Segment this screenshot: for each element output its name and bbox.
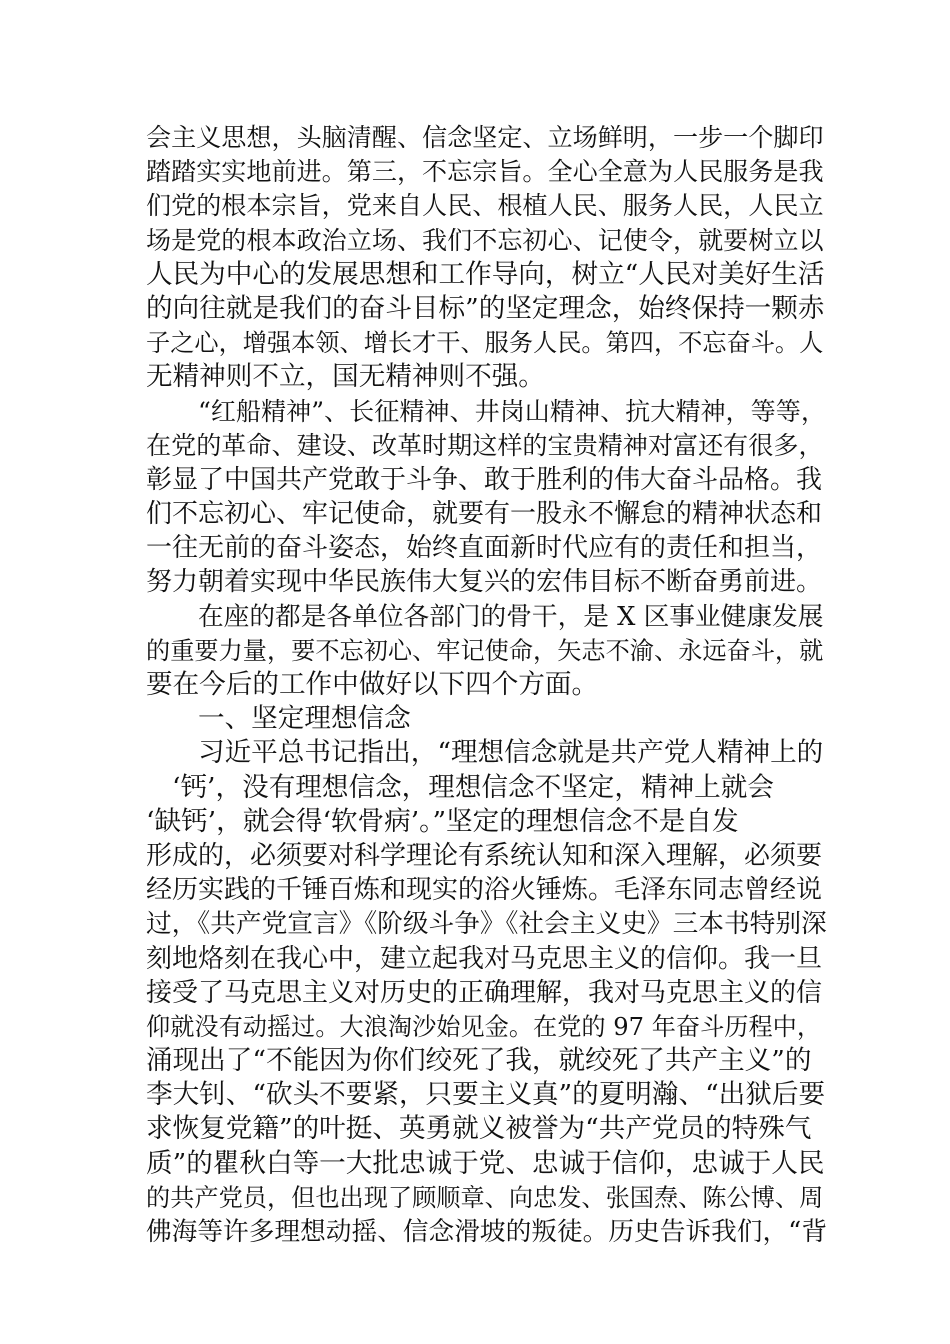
text-line: ‘钙’，没有理想信念，理想信念不坚定，精神上就会 bbox=[172, 771, 774, 803]
text-line: 在座的都是各单位各部门的骨干，是 X 区事业健康发展 bbox=[198, 601, 824, 632]
text-line: 仰就没有动摇过。大浪淘沙始见金。在党的 97 年奋斗历程中， bbox=[146, 1012, 822, 1041]
text-line: 无精神则不立，国无精神则不强。 bbox=[146, 361, 545, 393]
text-line: 彰显了中国共产党敢于斗争、敢于胜利的伟大奋斗品格。我 bbox=[146, 464, 823, 495]
text-line: 接受了马克思主义对历史的正确理解，我对马克思主义的信 bbox=[146, 977, 823, 1008]
text-line: 李大钊、“砍头不要紧，只要主义真”的夏明瀚、“出狱后要 bbox=[146, 1079, 826, 1111]
text-line: 经历实践的千锤百炼和现实的浴火锤炼。毛泽东同志曾经说 bbox=[146, 875, 823, 906]
text-line: 场是党的根本政治立场、我们不忘初心、记使令，就要树立以 bbox=[146, 225, 824, 255]
text-line: 质”的瞿秋白等一大批忠诚于党、忠诚于信仰，忠诚于人民 bbox=[146, 1147, 825, 1179]
text-line: 要在今后的工作中做好以下四个方面。 bbox=[146, 669, 599, 700]
text-line: 一往无前的奋斗姿态，始终直面新时代应有的责任和担当， bbox=[146, 533, 823, 564]
text-line: 刻地烙刻在我心中，建立起我对马克思主义的信仰。我一旦 bbox=[146, 943, 823, 974]
document-page bbox=[146, 121, 828, 1249]
text-line: 人民为中心的发展思想和工作导向，树立“人民对美好生活 bbox=[146, 258, 825, 290]
text-line: 们不忘初心、牢记使命，就要有一股永不懈怠的精神状态和 bbox=[146, 499, 823, 530]
text-line: 佛海等许多理想动摇、信念滑坡的叛徒。历史告诉我们，“背 bbox=[146, 1217, 828, 1247]
text-line: 的重要力量，要不忘初心、牢记使命，矢志不渝、永远奋斗，就 bbox=[146, 636, 824, 665]
text-line: 一、坚定理想信念 bbox=[198, 703, 411, 735]
text-line: “红船精神”、长征精神、井岗山精神、抗大精神，等等， bbox=[198, 396, 826, 426]
text-line: 过，《共产党宣言》《阶级斗争》《社会主义史》三本书特别深 bbox=[146, 909, 827, 940]
text-line: 的共产党员，但也出现了顾顺章、向忠发、张国焘、陈公博、周 bbox=[146, 1183, 824, 1212]
text-line: 在党的革命、建设、改革时期这样的宝贵精神对富还有很多， bbox=[146, 430, 824, 460]
text-line: 习近平总书记指出，“理想信念就是共产党人精神上的 bbox=[198, 737, 824, 769]
text-line: 求恢复党籍”的叶挺、英勇就义被誉为“共产党员的特殊气 bbox=[146, 1113, 812, 1145]
text-line: ‘缺钙’，就会得‘软骨病’。”坚定的理想信念不是自发 bbox=[146, 805, 739, 837]
text-line: 子之心，增强本领、增长才干、服务人民。第四，不忘奋斗。人 bbox=[146, 329, 824, 358]
text-line: 踏踏实实地前进。第三，不忘宗旨。全心全意为人民服务是我 bbox=[146, 157, 824, 187]
text-line: 的向往就是我们的奋斗目标”的坚定理念，始终保持一颗赤 bbox=[146, 292, 825, 324]
text-line: 努力朝着实现中华民族伟大复兴的宏伟目标不断奋勇前进。 bbox=[146, 567, 823, 598]
text-line: 形成的，必须要对科学理论有系统认知和深入理解，必须要 bbox=[146, 840, 823, 871]
text-line: 涌现出了“不能因为你们绞死了我，就绞死了共产主义”的 bbox=[146, 1045, 812, 1077]
text-line: 们党的根本宗旨，党来自人民、根植人民、服务人民，人民立 bbox=[146, 191, 824, 221]
text-line: 会主义思想，头脑清醒、信念坚定、立场鲜明，一步一个脚印 bbox=[146, 123, 824, 152]
